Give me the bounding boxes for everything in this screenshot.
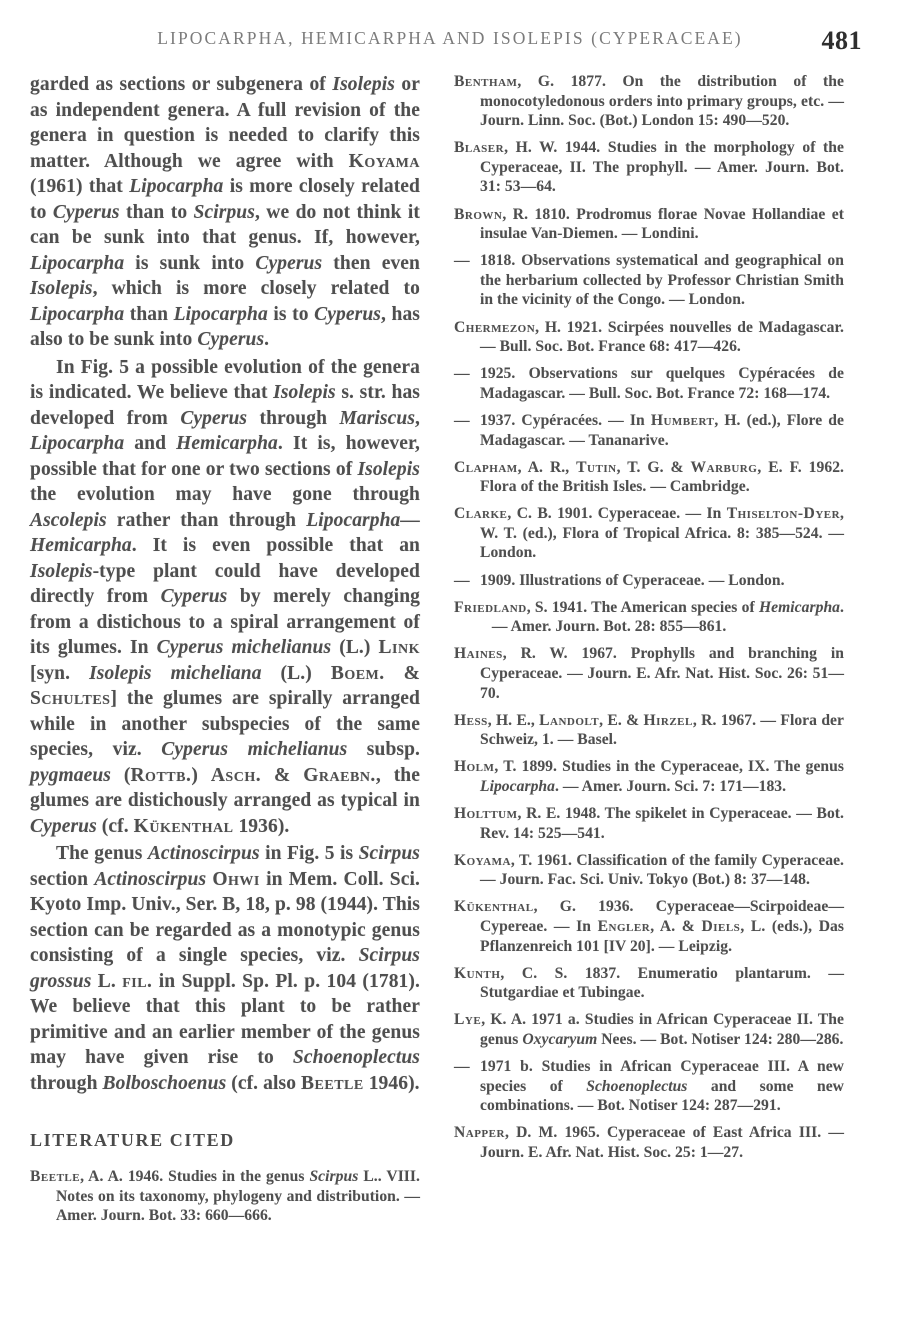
paragraph-evolution: In Fig. 5 a possible evolution of the genera is indicated. We believe that Isolepis s. str. has developed from Cyperus through Mariscus, Lipocarpha and Hemicarpha. It is, however, possible that for one or two sections of Isolepis the evolution may have gone through Ascolepis rather than through Lipocarpha—Hemicarpha. It is even possible that an Isolepis-type plant could have developed directly from Cyperus by merely changing from a distichous to a spiral arrangement of its glumes. In Cyperus michelianus (L.) Link [syn. Isolepis micheliana (L.) Boem. & Schultes] the glumes are spirally arranged while in another subspecies of the same species, viz. Cyperus michelianus subsp. pygmaeus (Rottb.) Asch. & Graebn., the glumes are distichously arranged as typical in Cyperus (cf. Kükenthal 1936). — [30, 356, 421, 837]
reference-list-left — [30, 1167, 420, 1226]
running-head — [30, 28, 870, 58]
reference-entry: Beetle, A. A. 1946. Studies in the genus Scirpus L.. VIII. Notes on its taxonomy, phylogeny and distribution. — Amer. Journ. Bot. 33: 660—666. — [30, 1168, 420, 1225]
reference-entry: Bentham, G. 1877. On the distribution of the monocotyledonous orders into primary groups, etc. — Journ. Linn. Soc. (Bot.) London 15: 490—520. — [454, 73, 844, 130]
reference-text: 1925. Observations sur quelques Cypéracées de Madagascar. — Bull. Soc. Bot. France 72: 168—174. — [480, 365, 844, 402]
reference-list-right — [454, 72, 844, 1163]
reference-entry: Clapham, A. R., Tutin, T. G. & Warburg, E. F. 1962. Flora of the British Isles. — Cambridge. — [454, 458, 845, 496]
running-head-title: LIPOCARPHA, HEMICARPHA AND ISOLEPIS (CYPERACEAE) — [157, 28, 743, 48]
reference-entry — [454, 571, 844, 591]
reference-text: 1909. Illustrations of Cyperaceae. — London. — [480, 571, 785, 589]
left-column — [30, 72, 420, 1233]
reference-text: 1818. Observations systematical and geographical on the herbarium collected by Professor Christian Smith in the vicinity of the Congo. — London. — [480, 252, 844, 309]
reference-dash: — — [454, 571, 470, 589]
reference-entry: Koyama, T. 1961. Classification of the family Cyperaceae. — Journ. Fac. Sci. Univ. Tokyo (Bot.) 8: 37—148. — [454, 851, 844, 889]
reference-entry: Kunth, C. S. 1837. Enumeratio plantarum. — Stutgardiae et Tubingae. — [454, 964, 844, 1002]
paragraph-continuation: garded as sections or subgenera of Isolepis or as independent genera. A full revision of the genera in question is needed to clarify this matter. Although we agree with Koyama (1961) that Lipocarpha is more closely related to Cyperus than to Scirpus, we do not think it can be sunk into that genus. If, however, Lipocarpha is sunk into Cyperus then even Isolepis, which is more closely related to Lipocarpha than Lipocarpha is to Cyperus, has also to be sunk into Cyperus. — [30, 74, 420, 350]
reference-dash: — — [454, 411, 470, 429]
reference-entry: Holm, T. 1899. Studies in the Cyperaceae, IX. The genus Lipocarpha. — Amer. Journ. Sci. 7: 171—183. — [454, 758, 844, 795]
reference-entry: Friedland, S. 1941. The American species of Hemicarpha. — Amer. Journ. Bot. 28: 855—861. — [454, 598, 844, 636]
reference-entry — [454, 364, 844, 403]
reference-entry: Hess, H. E., Landolt, E. & Hirzel, R. 1967. — Flora der Schweiz, 1. — Basel. — [454, 711, 845, 749]
body-text — [30, 72, 420, 1096]
reference-entry: Lye, K. A. 1971 a. Studies in African Cyperaceae II. The genus Oxycaryum Nees. — Bot. Notiser 124: 280—286. — [454, 1011, 844, 1048]
reference-entry: Blaser, H. W. 1944. Studies in the morphology of the Cyperaceae, II. The prophyll. — Amer. Journ. Bot. 31: 53—64. — [454, 139, 844, 196]
reference-entry: Holttum, R. E. 1948. The spikelet in Cyperaceae. — Bot. Rev. 14: 525—541. — [454, 805, 844, 842]
reference-entry: Chermezon, H. 1921. Scirpées nouvelles de Madagascar. — Bull. Soc. Bot. France 68: 417—426. — [454, 318, 844, 356]
reference-entry: Clarke, C. B. 1901. Cyperaceae. — In Thiselton-Dyer, W. T. (ed.), Flora of Tropical Africa. 8: 385—524. — London. — [454, 505, 844, 562]
reference-entry — [454, 411, 844, 450]
reference-entry: Haines, R. W. 1967. Prophylls and branching in Cyperaceae. — Journ. E. Afr. Nat. Hist. Soc. 26: 51—70. — [454, 645, 844, 702]
reference-entry: Brown, R. 1810. Prodromus florae Novae Hollandiae et insulae Van-Diemen. — Londini. — [454, 205, 844, 243]
page-number: 481 — [821, 26, 862, 55]
reference-dash: — — [454, 365, 470, 383]
reference-entry — [454, 1057, 844, 1116]
reference-text: 1937. Cypéracées. — In Humbert, H. (ed.), Flore de Madagascar. — Tananarive. — [480, 411, 844, 449]
paragraph-actinoscirpus: The genus Actinoscirpus in Fig. 5 is Scirpus section Actinoscirpus Ohwi in Mem. Coll. Sci. Kyoto Imp. Univ., Ser. B, 18, p. 98 (1944). This section can be regarded as a monotypic genus consisting of a single species, viz. Scirpus grossus L. fil. in Suppl. Sp. Pl. p. 104 (1781). We believe that this plant to be rather primitive and an earlier member of the genus may have given rise to Schoenoplectus through Bolboschoenus (cf. also Beetle 1946). — [30, 843, 420, 1094]
two-column-layout — [30, 72, 870, 1233]
literature-cited-heading: LITERATURE CITED — [30, 1130, 235, 1150]
reference-dash: — — [454, 1058, 470, 1076]
reference-entry: Kükenthal, G. 1936. Cyperaceae—Scirpoideae—Cypereae. — In Engler, A. & Diels, L. (eds.), Das Pflanzenreich 101 [IV 20]. — Leipzig. — [454, 898, 845, 955]
reference-entry — [454, 251, 844, 310]
reference-dash: — — [454, 252, 470, 270]
reference-text: 1971 b. Studies in African Cyperaceae III. A new species of Schoenoplectus and some new combinations. — Bot. Notiser 124: 287—291. — [480, 1058, 844, 1115]
reference-entry: Napper, D. M. 1965. Cyperaceae of East Africa III. — Journ. E. Afr. Nat. Hist. Soc. 25: 1—27. — [454, 1124, 844, 1161]
right-column — [454, 72, 844, 1170]
